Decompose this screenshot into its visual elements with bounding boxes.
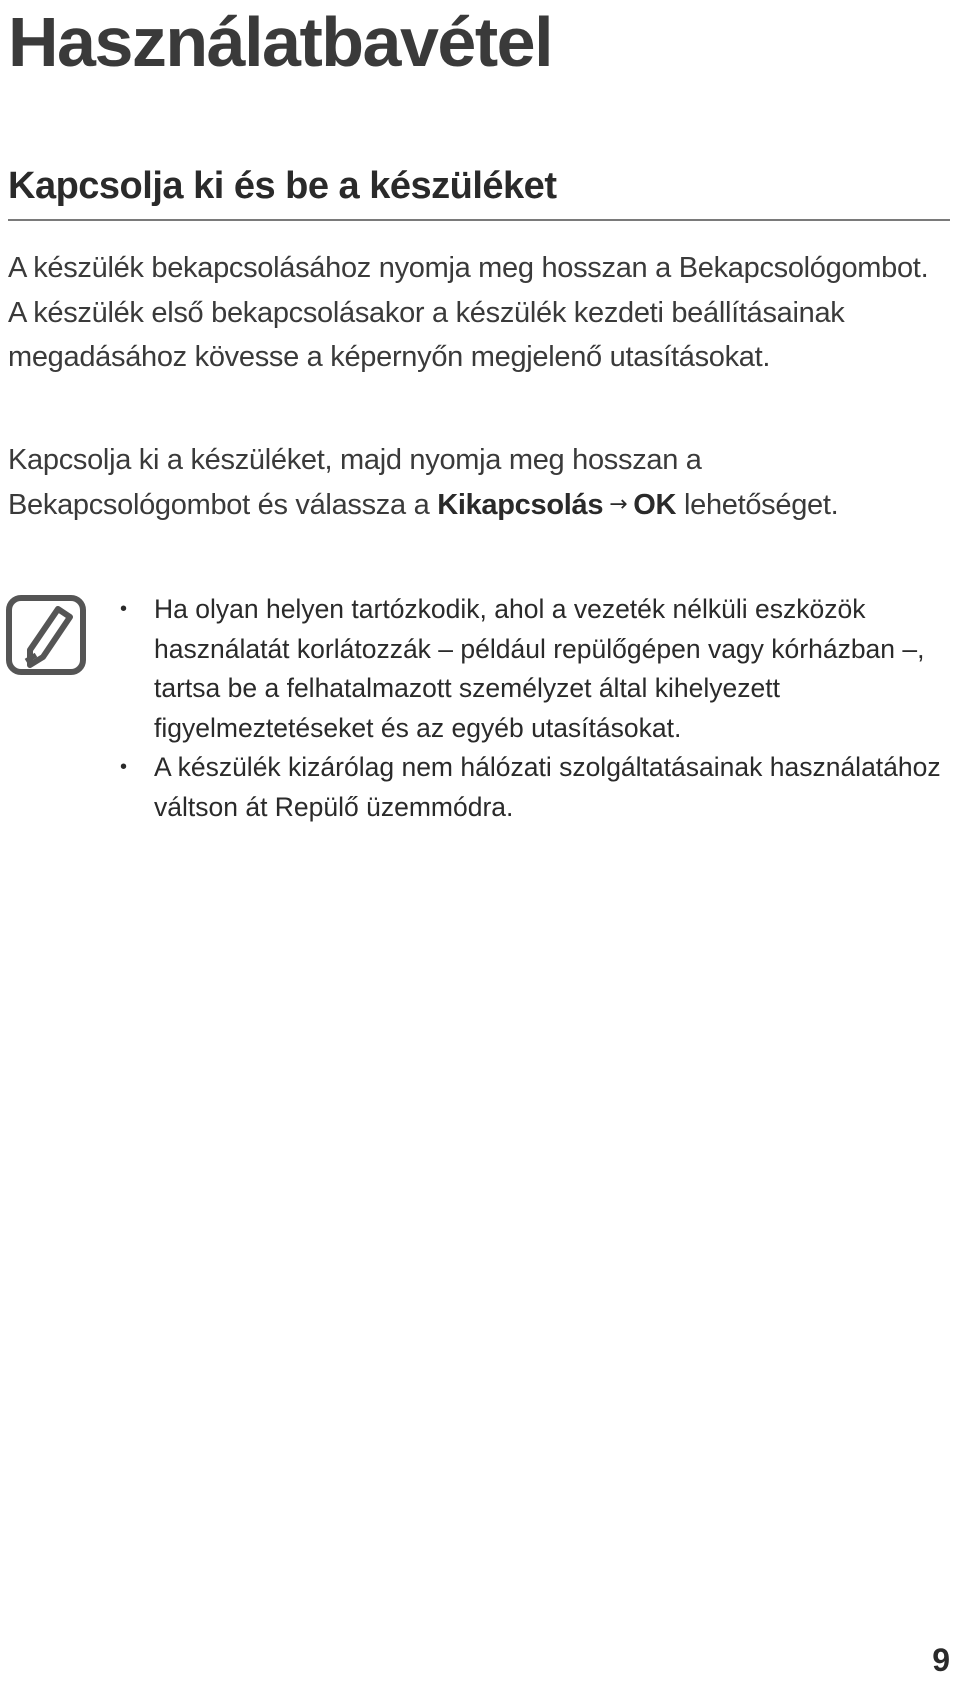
page-number: 9: [932, 1642, 950, 1678]
arrow-right-icon: →: [609, 491, 628, 517]
power-off-text: Kapcsolja ki a készüléket, majd nyomja meg hosszan a Bekapcsológombot és válassza a: [8, 444, 702, 521]
chapter-title: Használatbavétel: [8, 3, 553, 81]
power-off-suffix: lehetőséget.: [683, 488, 839, 521]
menu-option-power-off: Kikapcsolás: [437, 488, 604, 521]
section-title: Kapcsolja ki és be a készüléket: [8, 165, 557, 207]
note-list: [118, 590, 948, 827]
section-divider: [8, 219, 950, 221]
power-on-paragraph: A készülék bekapcsolásához nyomja meg hosszan a Bekapcsológombot. A készülék első bekapcsolásakor a készülék kezdeti beállításainak megadásához kövesse a képernyőn megjelenő utasításokat.: [8, 252, 929, 373]
note-pencil-icon: [6, 595, 86, 675]
note-item: • Ha olyan helyen tartózkodik, ahol a vezeték nélküli eszközök használatát korlátozzák – például repülőgépen vagy kórházban –, tartsa be a felhatalmazott személyzet által kihelyezett figyelmeztetéseket és az egyéb utasításokat.: [118, 590, 948, 748]
power-off-paragraph: [8, 438, 938, 527]
note-item: • A készülék kizárólag nem hálózati szolgáltatásainak használatához váltson át Repülő üzemmódra.: [118, 748, 948, 827]
menu-option-ok: OK: [633, 488, 677, 521]
